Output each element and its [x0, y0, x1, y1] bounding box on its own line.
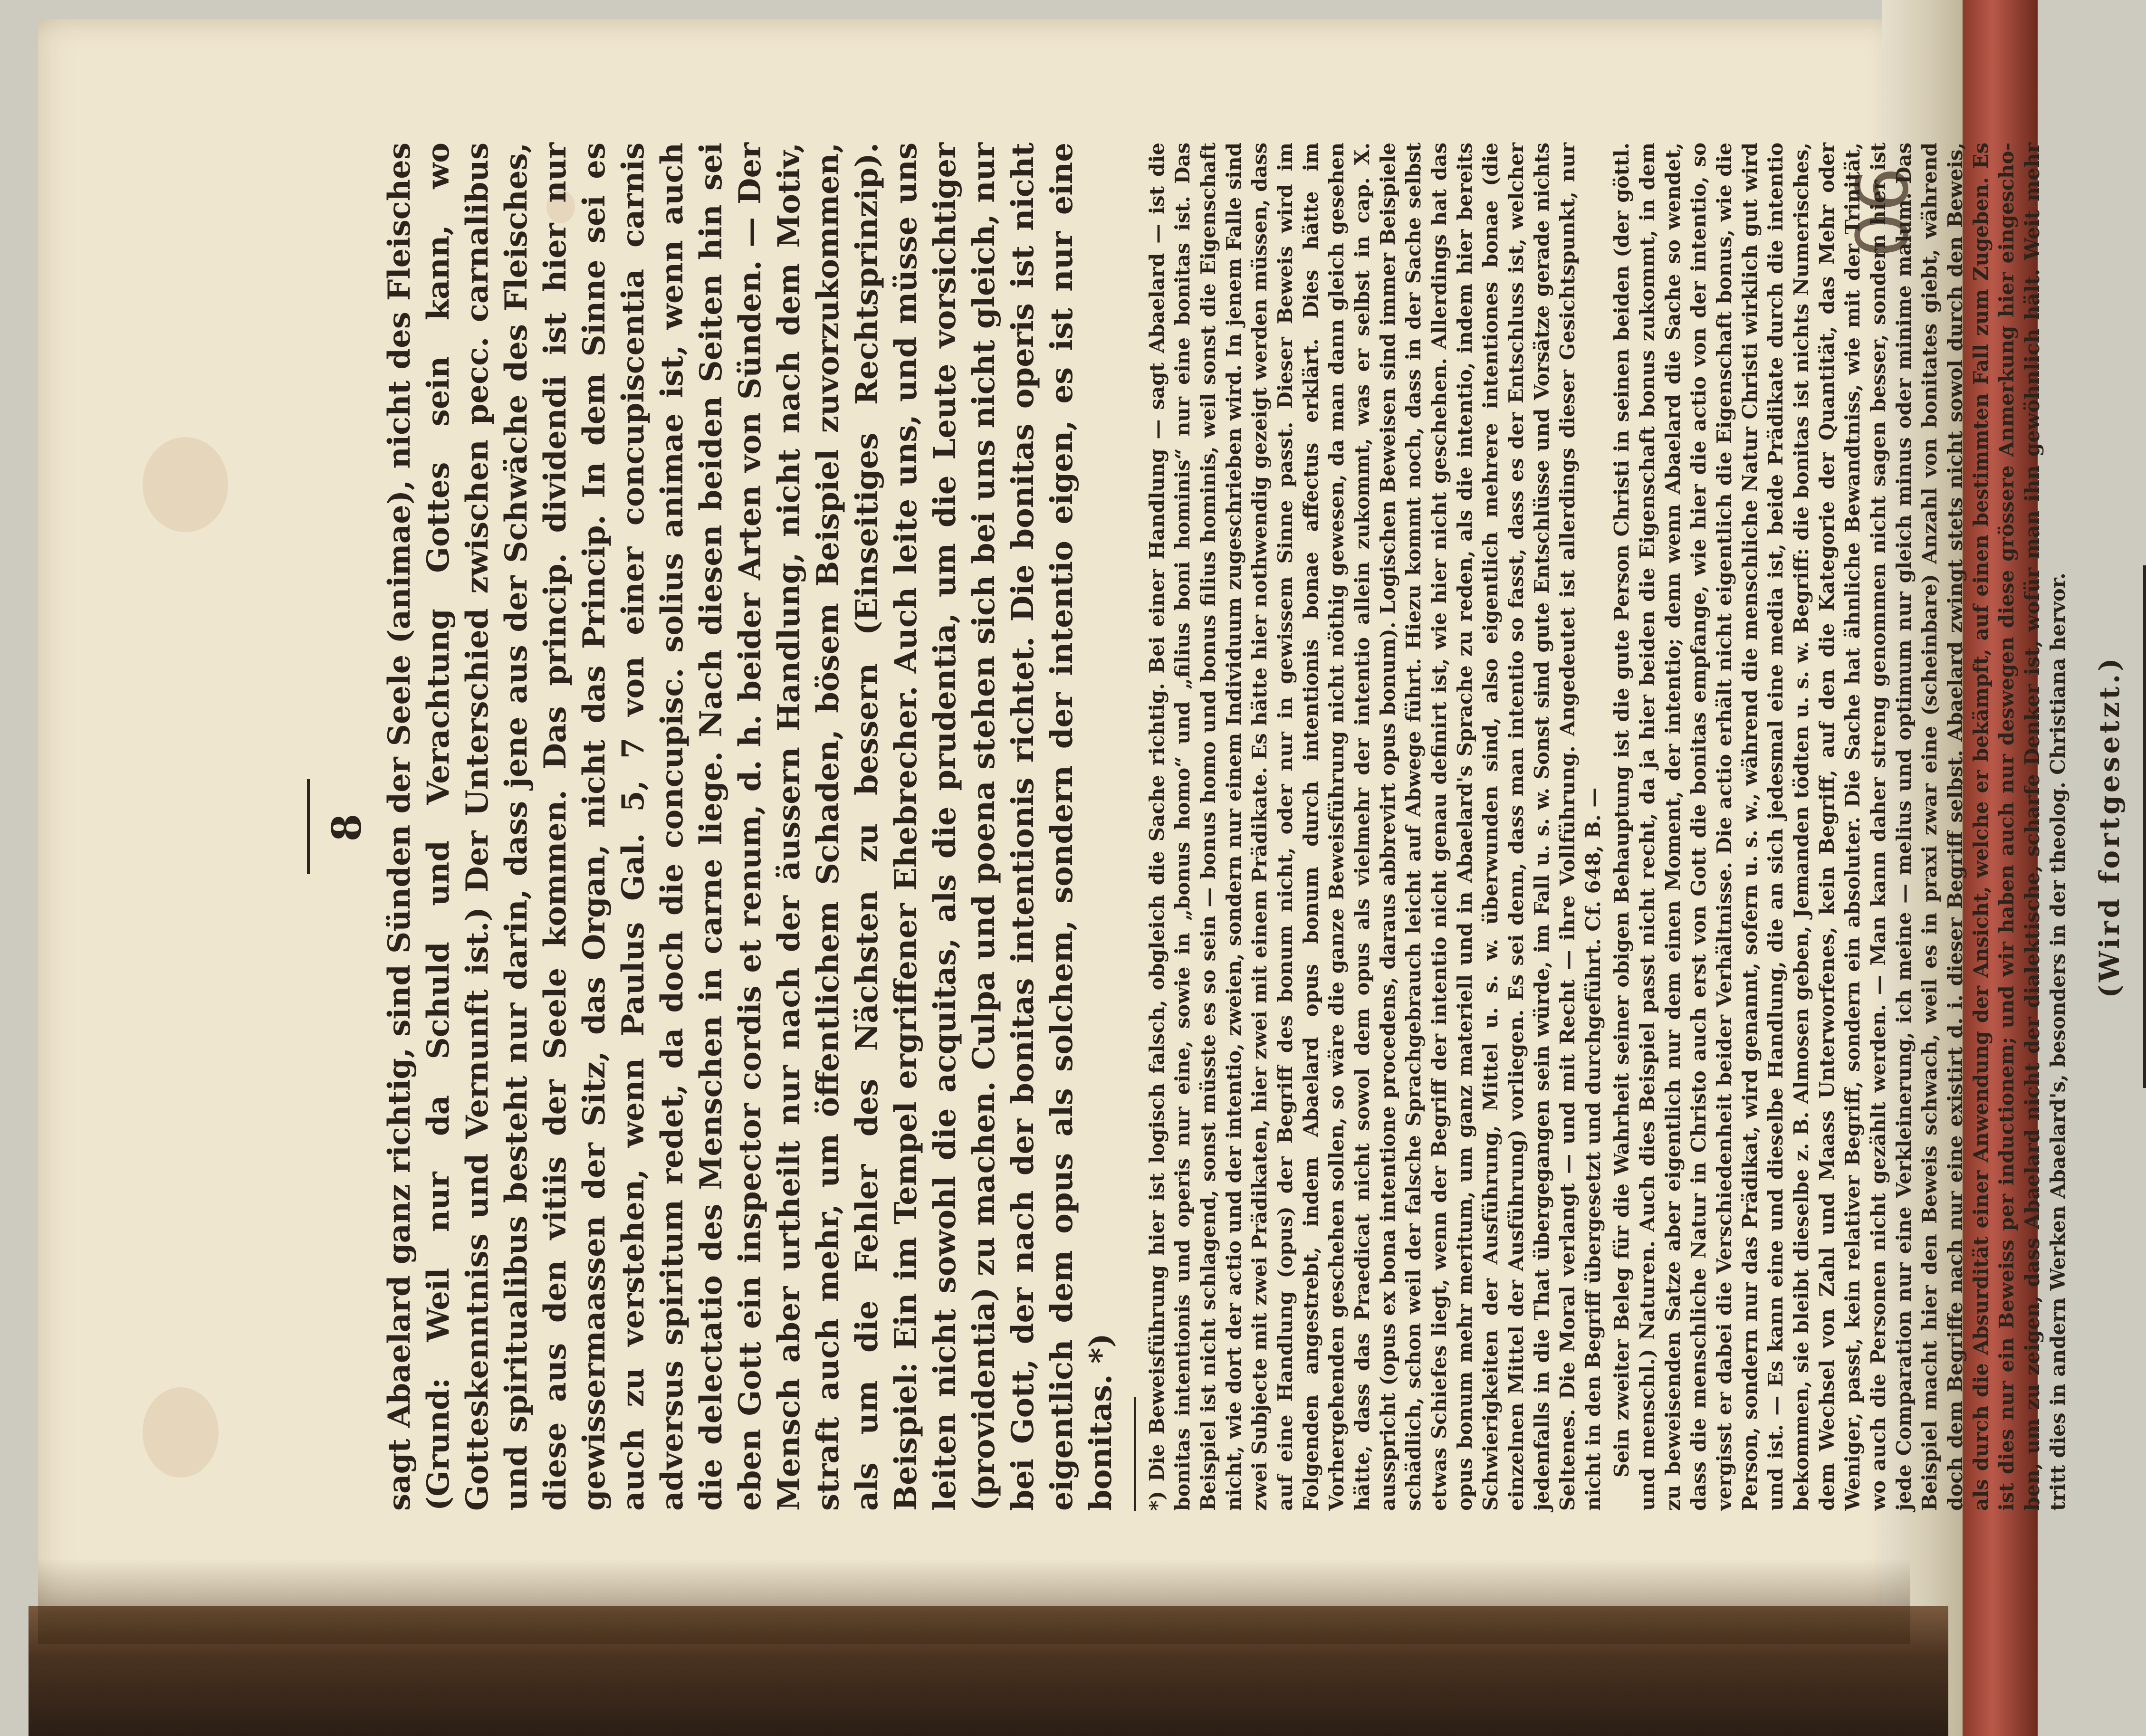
footnote-rule — [1134, 1397, 1136, 1511]
handwritten-folio-number: 90 — [1838, 167, 1921, 258]
footnote — [1144, 143, 2071, 1511]
page-gutter-shadow — [38, 1558, 1910, 1644]
footnote-paragraph-1: *) Die Beweisführung hier ist logisch falsch, obgleich die Sache richtig. Bei einer Handlung — sagt Abaelard — ist die bonitas intentionis und operis nur eine, sowie in „bonus homo“ und „filius boni hominis“ nur eine bonitas ist. Das Beispiel ist nicht schlagend, sonst müsste es so sein — bonus homo und bonus filius hominis, weil sonst die Eigenschaft nicht, wie dort der actio und der intentio, zweien, sondern nur einem Individuum zugeschrieben wird. In jenem Falle sind zwei Subjecte mit zwei Prädikaten, hier zwei mit einem Prädikate. Es hätte hier nothwendig gezeigt werden müssen, dass auf eine Handlung (opus) der Begriff des bonum nicht, oder nur in gewissem Sinne passt. Dieser Beweis wird im Folgenden angestrebt, indem Abaelard opus bonum durch intentionis bonae affectus erklärt. Dies hätte im Vorhergehenden geschehen sollen, so wäre die ganze Beweisführung nicht nöthig gewesen, da man dann gleich gesehen hätte, dass das Praedicat nicht sowol dem opus als vielmehr der intentio allein zukommt, was er selbst in cap. X. ausspricht (opus ex bona intentione procedens, daraus abbrevirt opus bonum). Logischen Beweisen sind immer Beispiele schädlich, schon weil der falsche Sprachgebrauch leicht auf Abwege führt. Hiezu kommt noch, dass in der Sache selbst etwas Schiefes liegt, wenn der Begriff der intentio nicht genau definirt ist, wie hier nicht geschehen. Allerdings hat das opus bonum mehr meritum, um ganz materiell und in Abaelard's Sprache zu reden, als die intentio, indem hier bereits Schwierigkeiten der Ausführung, Mittel u. s. w. überwunden sind, also eigentlich mehrere intentiones bonae (die einzelnen Mittel der Ausführung) vorliegen. Es sei denn, dass man intentio so fasst, dass es der Entschluss ist, welcher jedenfalls in die That übergegangen sein würde, im Fall u. s. w. Sonst sind gute Entschlüsse und Vorsätze gerade nichts Seltenes. Die Moral verlangt — und mit Recht — ihre Vollführung. Angedeutet ist allerdings dieser Gesichtspunkt, nur nicht in den Begriff übergesetzt und durchgeführt. Cf. 648, B. — — [1145, 143, 1605, 1511]
continued-note: (Wird fortgesetzt.) — [2093, 655, 2126, 998]
header-rule — [307, 779, 310, 874]
page-stain — [143, 437, 228, 532]
footnote-paragraph-2: Sein zweiter Beleg für die Wahrheit seiner obigen Behauptung ist die gute Person Christi in seinen beiden (der göttl. und menschl.) Naturen. Auch dies Beispiel passt nicht recht, da ja hier beiden die Eigenschaft bonus zukommt, in dem zu beweisenden Satze aber eigentlich nur dem einen Moment, der intentio; denn wenn Abaelard die Sache so wendet, dass die menschliche Natur in Christo auch erst von Gott die bonitas empfange, wie hier die actio von der intentio, so vergisst er dabei die Verschiedenheit beider Verhältnisse. Die actio erhält nicht eigentlich die Eigenschaft bonus, wie die Person, sondern nur das Prädikat, wird genannt, sofern u. s. w., während die menschliche Natur Christi wirklich gut wird und ist. — Es kann eine und dieselbe Handlung, die an sich jedesmal eine media ist, beide Prädikate durch die intentio bekommen, sie bleibt dieselbe z. B. Almosen geben, Jemanden tödten u. s. w. Begriff: die bonitas ist nichts Numerisches, dem Wechsel von Zahl und Maass Unterworfenes, kein Begriff, auf den die Kategorie der Quantität, das Mehr oder Weniger, passt, kein relativer Begriff, sondern ein absoluter. Die Sache hat ähnliche Bewandtniss, wie mit der Trinität, wo auch die Personen nicht gezählt werden. — Man kann daher streng genommen nicht sagen besser, sondern hier ist jede Comparation nur eine Verkleinerung, ich meine — melius und optimum nur gleich minus oder minime malum. Das Beispiel macht hier den Beweis schwach, weil es in praxi zwar eine (scheinbare) Anzahl von bonitates giebt, während doch dem Begriffe nach nur eine existirt d. i. dieser Begriff selbst. Abaelard zwingt stets nicht sowol durch den Beweis, als durch die Absurdität einer Anwendung der Ansicht, welche er bekämpft, auf einen bestimmten Fall zum Zugeben. Es ist dies nur ein Beweiss per inductionem; und wir haben auch nur deswegen diese grössere Anmerkung hier eingeschoben, um zu zeigen, dass Abaelard nicht der dialektische, scharfe Denker ist, wofür man ihn gewöhnlich hält. Weit mehr tritt dies in andern Werken Abaelard's, besonders in der theolog. Christiana hervor. — [1610, 143, 2069, 1511]
end-rule — [2143, 565, 2146, 1088]
page-stain — [143, 1387, 219, 1478]
page-number: 8 — [323, 811, 370, 842]
body-paragraph: sagt Abaelard ganz richtig, sind Sünden der Seele (animae), nicht des Fleisches (Grund: Weil nur da Schuld und Verachtung Gottes sein kann, wo Gotteskenntniss und Vernunft ist.) Der Unterschied zwischen pecc. carnalibus und spiritualibus besteht nur darin, dass jene aus der Schwäche des Fleisches, diese aus den vitiis der Seele kommen. Das princip. dividendi ist hier nur gewissermaassen der Sitz, das Organ, nicht das Princip. In dem Sinne sei es auch zu verstehen, wenn Paulus Gal. 5, 7 von einer concupiscentia carnis adversus spiritum redet, da doch die concupisc. solius animae ist, wenn auch die delectatio des Menschen in carne liege. Nach diesen beiden Seiten hin sei eben Gott ein inspector cordis et renum, d. h. beider Arten von Sünden. — Der Mensch aber urtheilt nur nach der äussern Handlung, nicht nach dem Motiv, straft auch mehr, um öffentlichem Schaden, bösem Beispiel zuvorzukommen, als um die Fehler des Nächsten zu bessern (Einseitiges Rechtsprinzip). Beispiel: Ein im Tempel ergriffener Ehebrecher. Auch leite uns, und müsse uns leiten nicht sowohl die acquitas, als die prudentia, um die Leute vorsichtiger (providentia) zu machen. Culpa und poena stehen sich bei uns nicht gleich, nur bei Gott, der nach der bonitas intentionis richtet. Die bonitas operis ist nicht eigentlich dem opus als solchem, sondern der intentio eigen, es ist nur eine bonitas. *) — [382, 143, 1119, 1511]
main-text — [380, 143, 2146, 1511]
